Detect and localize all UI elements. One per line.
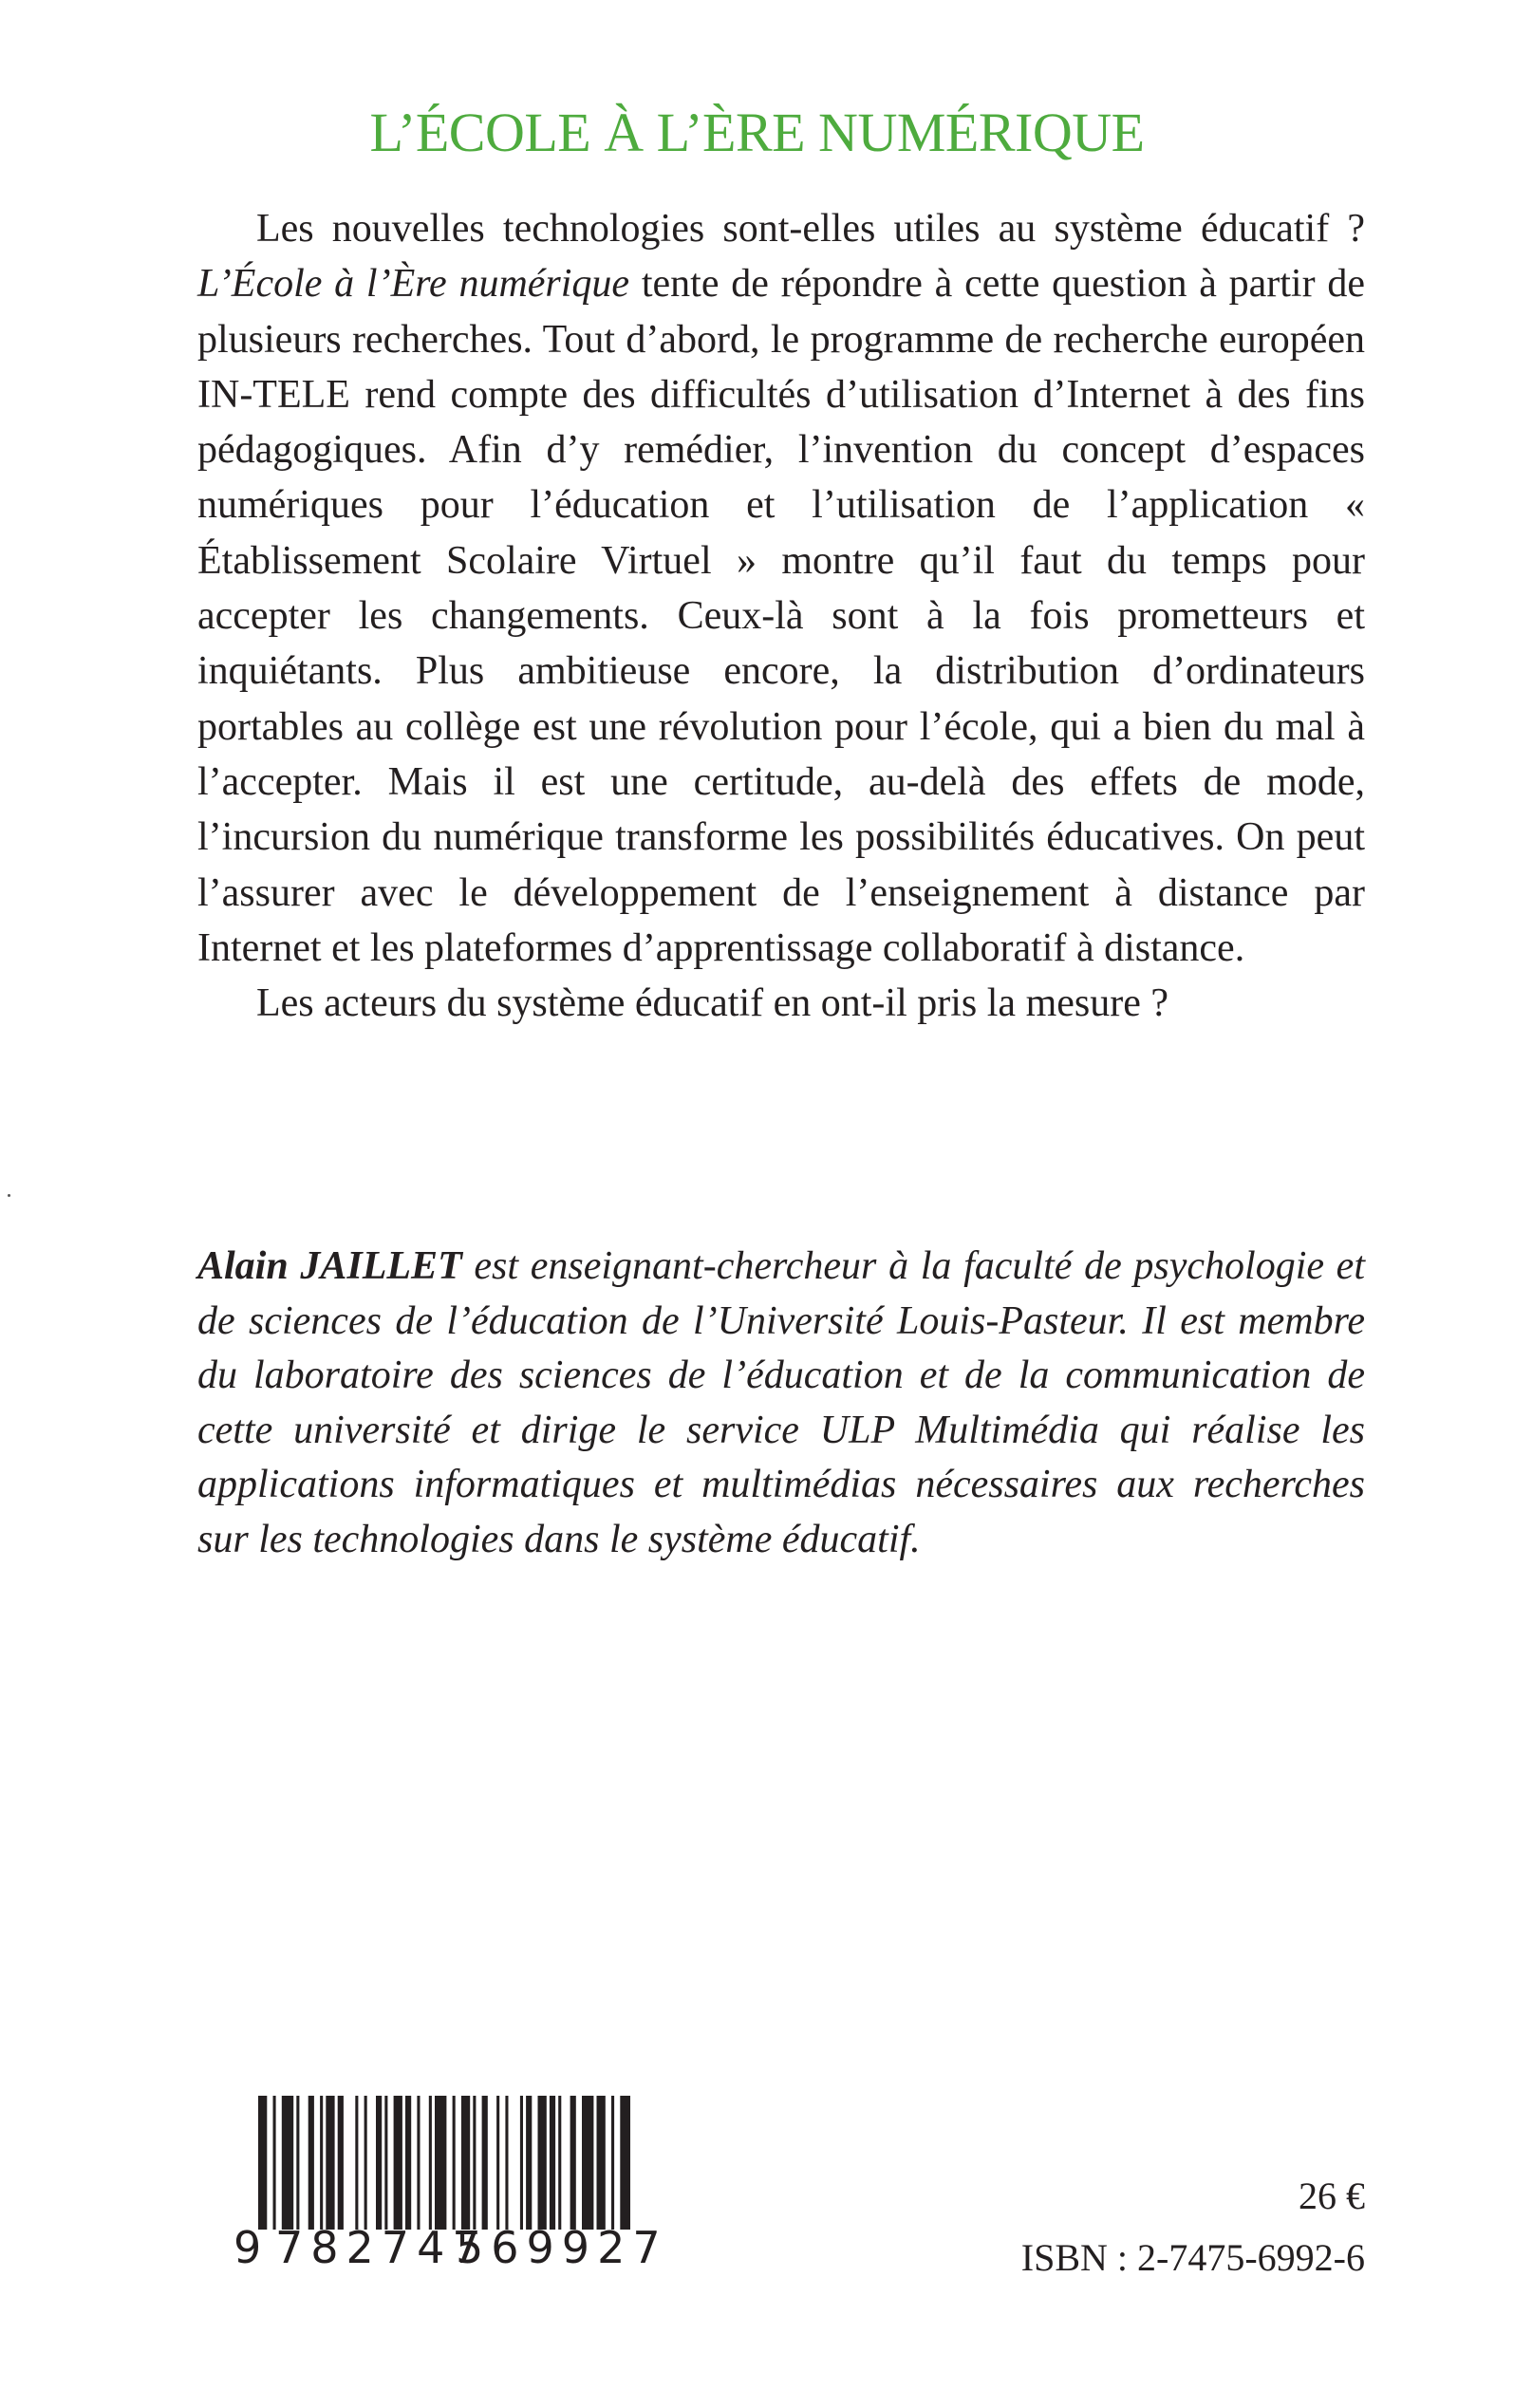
barcode-bar bbox=[526, 2096, 532, 2230]
barcode-bar bbox=[496, 2096, 499, 2230]
barcode-bar bbox=[505, 2096, 508, 2230]
barcode-bar bbox=[611, 2096, 614, 2230]
barcode-bar bbox=[520, 2096, 523, 2230]
summary-text-part: Les nouvelles technologies sont-elles utiles au système éducatif ? bbox=[256, 207, 1365, 251]
author-bio-text: est enseignant-chercheur à la faculté de psychologie et de sciences de l’éducation de l’Université Louis-Pasteur. Il est membre du laboratoire des sciences de l’éducation et de la communication de cette université et dirige le service ULP Multimédia qui réalise les applications informatiques et multimédias nécessaires aux recherches sur les technologies dans le système éducatif. bbox=[197, 1244, 1365, 1561]
barcode-bar bbox=[384, 2096, 387, 2230]
price: 26 € bbox=[1299, 2175, 1365, 2217]
barcode-bar bbox=[364, 2096, 367, 2230]
barcode-digits bbox=[234, 2219, 668, 2276]
barcode-bar bbox=[482, 2096, 488, 2230]
summary-text bbox=[197, 201, 1365, 1031]
barcode-bar bbox=[597, 2096, 606, 2230]
barcode-bar bbox=[296, 2096, 299, 2230]
barcode-bar bbox=[273, 2096, 276, 2230]
barcode-bar bbox=[473, 2096, 476, 2230]
barcode-bar bbox=[582, 2096, 593, 2230]
barcode-bar bbox=[417, 2096, 420, 2230]
barcode-left-group: 782747 bbox=[275, 2222, 488, 2273]
barcode-bar bbox=[394, 2096, 402, 2230]
barcode-bar bbox=[376, 2096, 382, 2230]
summary-book-title: L’École à l’Ère numérique bbox=[197, 262, 630, 307]
barcode-bar bbox=[550, 2096, 555, 2230]
barcode-bar bbox=[326, 2096, 334, 2230]
summary-text-part: tente de répondre à cette question à partir de plusieurs recherches. Tout d’abord, le programme de recherche européen IN-TELE rend compte des difficultés d’utilisation d’Internet à des fins pédagogiques. Afin d’y remédier, l’invention du concept d’espaces numériques pour l’éducation et l’utilisation de l’application « Établissement Scolaire Virtuel » montre qu’il faut du temps pour accepter les changements. Ceux-là sont à la fois prometteurs et inquiétants. Plus ambitieuse encore, la distribution d’ordinateurs portables au collège est une révolution pour l’école, qui a bien du mal à l’accepter. Mais il est une certitude, au-delà des effets de mode, l’incursion du numérique transforme les possibilités éducatives. On peut l’assurer avec le développement de l’enseignement à distance par Internet et les plateformes d’apprentissage collaboratif à distance. bbox=[197, 262, 1365, 970]
summary-paragraph-2: Les acteurs du système éducatif en ont-il pris la mesure ? bbox=[256, 981, 1168, 1026]
barcode-bar bbox=[308, 2096, 314, 2230]
barcode-first-digit: 9 bbox=[234, 2222, 262, 2273]
barcode-image bbox=[258, 2096, 630, 2230]
barcode-bar bbox=[461, 2096, 470, 2230]
barcode-right-group: 569927 bbox=[456, 2222, 668, 2273]
author-name: Alain JAILLET bbox=[197, 1244, 462, 1288]
barcode-bar bbox=[453, 2096, 456, 2230]
barcode-bar bbox=[282, 2096, 293, 2230]
barcode-bar bbox=[355, 2096, 358, 2230]
summary-paragraph-1 bbox=[197, 201, 1365, 976]
barcode-bar bbox=[570, 2096, 576, 2230]
barcode-bar bbox=[620, 2096, 630, 2230]
barcode-bar bbox=[320, 2096, 323, 2230]
isbn: ISBN : 2-7475-6992-6 bbox=[1020, 2236, 1365, 2279]
barcode-bar bbox=[435, 2096, 446, 2230]
barcode-bar bbox=[405, 2096, 411, 2230]
barcode-bar bbox=[338, 2096, 344, 2230]
barcode-bar bbox=[258, 2096, 267, 2230]
book-title: L’ÉCOLE À L’ÈRE NUMÉRIQUE bbox=[369, 102, 1145, 163]
barcode-bar bbox=[558, 2096, 561, 2230]
barcode-bar bbox=[538, 2096, 547, 2230]
author-bio bbox=[197, 1240, 1365, 1567]
margin-dot bbox=[8, 1194, 10, 1197]
barcode-bar bbox=[429, 2096, 432, 2230]
